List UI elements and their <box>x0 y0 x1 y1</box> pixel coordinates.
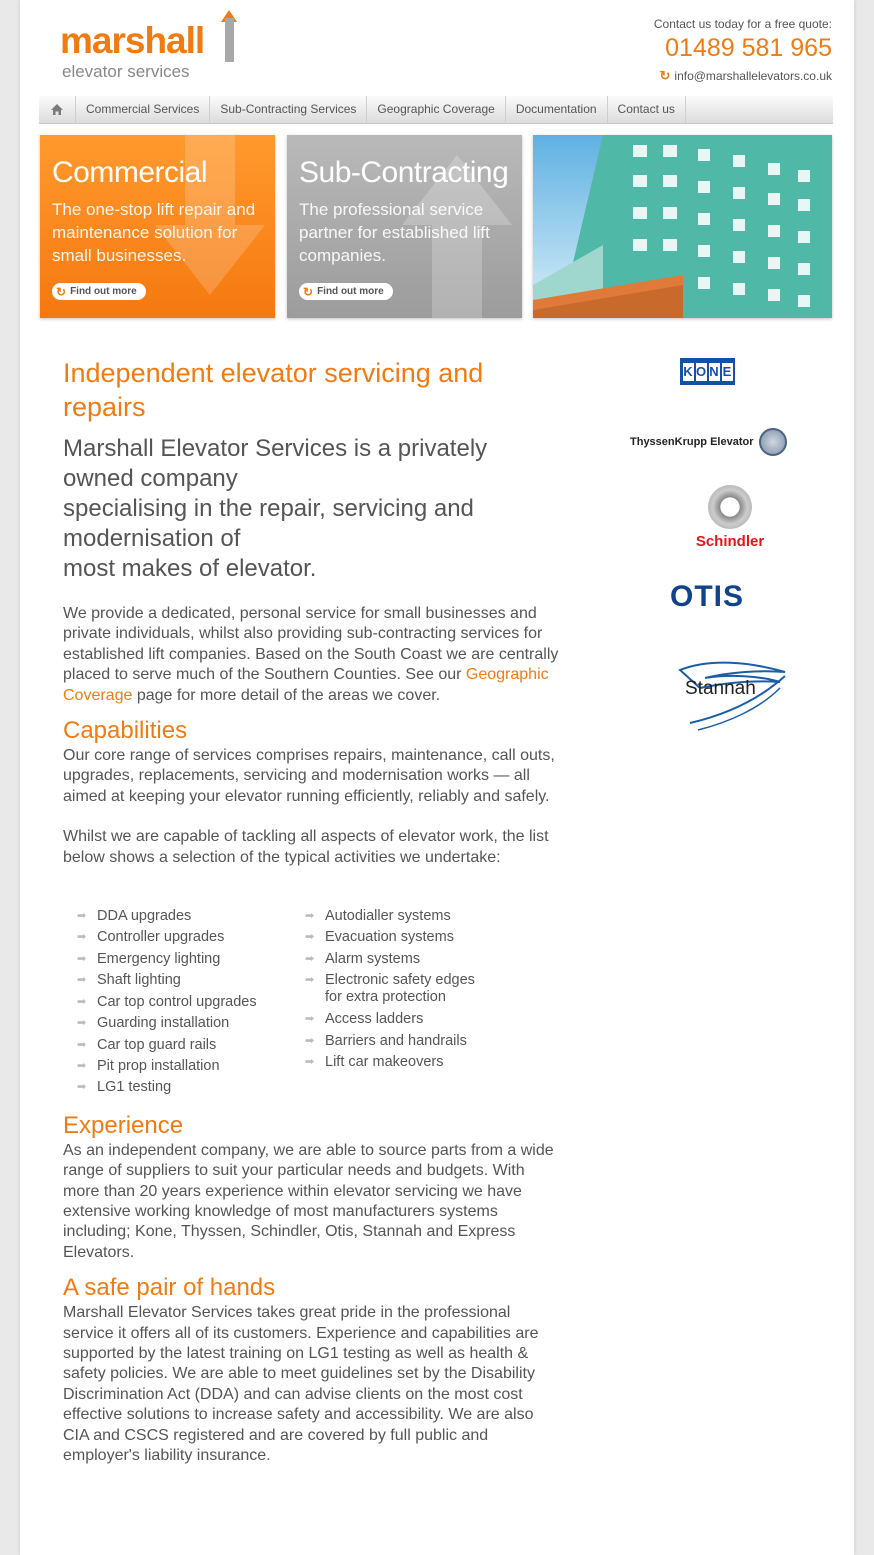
list-item: ➡ Guarding installation <box>63 1013 291 1034</box>
stannah-wordmark: Stannah <box>685 678 756 699</box>
list-item: ➡ Alarm systems <box>291 949 541 970</box>
nav-documentation[interactable]: Documentation <box>506 96 608 123</box>
banner-subcontracting[interactable] <box>287 135 522 318</box>
phone-number[interactable]: 01489 581 965 <box>665 34 832 62</box>
arrow-right-icon: ➡ <box>305 1013 315 1026</box>
intro-line: specialising in the repair, servicing and modernisation of <box>63 495 474 552</box>
thyssenkrupp-seal-icon <box>759 428 787 456</box>
capabilities-list-right <box>291 906 541 1099</box>
email-link[interactable]: info@marshallelevators.co.uk <box>674 69 832 83</box>
arrow-right-icon: ➡ <box>77 1059 87 1072</box>
banner-commercial[interactable] <box>40 135 275 318</box>
schindler-emblem-icon <box>708 485 752 529</box>
schindler-logo <box>670 485 790 550</box>
list-item: ➡ Pit prop installation <box>63 1056 291 1077</box>
list-item: ➡ Car top guard rails <box>63 1035 291 1056</box>
list-item: ➡ LG1 testing <box>63 1077 291 1098</box>
nav-commercial-services[interactable]: Commercial Services <box>76 96 210 123</box>
arrow-right-icon: ➡ <box>305 910 315 923</box>
list-item: ➡ Access ladders <box>291 1009 541 1030</box>
intro-line: Marshall Elevator Services is a privately owned company <box>63 435 488 492</box>
contact-label: Contact us today for a free quote: <box>653 17 832 31</box>
header-contact <box>654 17 832 84</box>
banner-text: The professional service partner for established lift companies. <box>299 200 490 265</box>
find-out-more-button[interactable] <box>52 283 146 300</box>
arrow-right-icon: ➡ <box>77 1038 87 1051</box>
brand-name: marshall <box>60 20 205 61</box>
experience-heading: Experience <box>63 1111 184 1139</box>
nav-geographic-coverage[interactable]: Geographic Coverage <box>367 96 505 123</box>
arrow-right-icon: ➡ <box>77 1081 87 1094</box>
brand-logo[interactable] <box>60 10 260 85</box>
find-out-more-button[interactable] <box>299 283 393 300</box>
arrow-right-icon: ➡ <box>305 974 315 987</box>
safe-pair-paragraph: Marshall Elevator Services takes great pride in the professional service it offers all of its customers. Experience and capabilities are supported by the latest training on LG1 testing as well as health & safety policies. We are able to meet guidelines set by the Disability Discrimination Act (DDA) and can advise clients on the most cost effective solutions to increase safety and accessibility. We are also CIA and CSCS registered and are covered by full public and employer's liability insurance. <box>63 1304 539 1464</box>
capabilities-list <box>63 906 563 1099</box>
schindler-wordmark: Schindler <box>695 533 765 550</box>
paragraph-text: We provide a dedicated, personal service for small businesses and private individuals, whilst also providing sub-contracting services for established lift companies. Based on the South Coast we are centrally placed to serve much of the Southern Counties. See our <box>63 605 559 684</box>
building-illustration <box>533 135 832 318</box>
arrow-right-icon: ➡ <box>305 1034 315 1047</box>
arrow-right-icon: ➡ <box>305 931 315 944</box>
arrow-right-icon: ➡ <box>77 952 87 965</box>
capabilities-list-left <box>63 906 291 1099</box>
capabilities-heading: Capabilities <box>63 717 188 745</box>
list-item: ➡ Barriers and handrails <box>291 1031 541 1052</box>
circle-arrow-icon: ↻ <box>56 284 67 299</box>
list-item: ➡ Lift car makeovers <box>291 1052 541 1073</box>
banner-title: Commercial <box>52 156 208 189</box>
intro-paragraph <box>63 604 563 706</box>
list-item: ➡ Emergency lighting <box>63 949 291 970</box>
list-item: ➡ Autodialler systems <box>291 906 541 927</box>
brand-tagline: elevator services <box>62 62 190 81</box>
list-item: ➡ DDA upgrades <box>63 906 291 927</box>
list-item: ➡ Evacuation systems <box>291 927 541 948</box>
arrow-right-icon: ➡ <box>77 1017 87 1030</box>
arrow-right-icon: ➡ <box>77 974 87 987</box>
arrow-right-icon: ➡ <box>77 931 87 944</box>
list-item: ➡ Electronic safety edges for extra protection <box>305 972 475 1006</box>
main-content <box>63 356 563 1466</box>
kone-logo: K O N E <box>680 358 735 385</box>
button-label: Find out more <box>317 286 384 297</box>
thyssenkrupp-logo <box>630 428 810 456</box>
button-label: Find out more <box>70 286 137 297</box>
geographic-coverage-link[interactable]: Geographic Coverage <box>63 666 549 704</box>
experience-paragraph: As an independent company, we are able to source parts from a wide range of suppliers to suit your particular needs and budgets. With more than 20 years experience within elevator servicing we have extensive working knowledge of most manufacturers systems including; Kone, Thyssen, Schindler, Otis, Stannah and Express Elevators. <box>63 1141 554 1261</box>
logo-bar <box>225 18 234 62</box>
page-title: Independent elevator servicing and repairs <box>63 358 484 422</box>
capabilities-paragraph-2: Whilst we are capable of tackling all aspects of elevator work, the list below shows a selection of the typical activities we undertake: <box>63 828 549 866</box>
circle-arrow-icon: ↻ <box>303 284 314 299</box>
arrow-right-icon: ➡ <box>77 995 87 1008</box>
safe-pair-heading: A safe pair of hands <box>63 1274 276 1302</box>
thyssenkrupp-wordmark: ThyssenKrupp Elevator <box>630 436 754 448</box>
home-icon[interactable] <box>39 96 76 123</box>
banner-text: The one-stop lift repair and maintenance solution for small businesses. <box>52 200 256 265</box>
nav-contact-us[interactable]: Contact us <box>608 96 686 123</box>
intro-line: most makes of elevator. <box>63 555 317 582</box>
arrow-right-icon: ➡ <box>305 952 315 965</box>
otis-logo: OTIS <box>670 580 745 613</box>
stannah-logo <box>660 658 790 733</box>
nav-sub-contracting-services[interactable]: Sub-Contracting Services <box>210 96 367 123</box>
page <box>20 0 854 1555</box>
main-nav <box>39 96 833 124</box>
email-row[interactable] <box>654 68 832 84</box>
list-item: ➡ Shaft lighting <box>63 970 291 991</box>
banner-title: Sub-Contracting <box>299 156 509 189</box>
list-item: ➡ Car top control upgrades <box>63 992 291 1013</box>
intro-text <box>63 434 563 584</box>
circle-arrow-icon: ↻ <box>659 68 671 83</box>
paragraph-text: page for more detail of the areas we cover. <box>132 686 441 704</box>
arrow-right-icon: ➡ <box>305 1056 315 1069</box>
list-item: ➡ Controller upgrades <box>63 927 291 948</box>
capabilities-paragraph: Our core range of services comprises repairs, maintenance, call outs, upgrades, replacements, servicing and modernisation works — all aimed at keeping your elevator running efficiently, reliably and safely. <box>63 747 555 805</box>
arrow-right-icon: ➡ <box>77 910 87 923</box>
building-photo <box>533 135 832 318</box>
